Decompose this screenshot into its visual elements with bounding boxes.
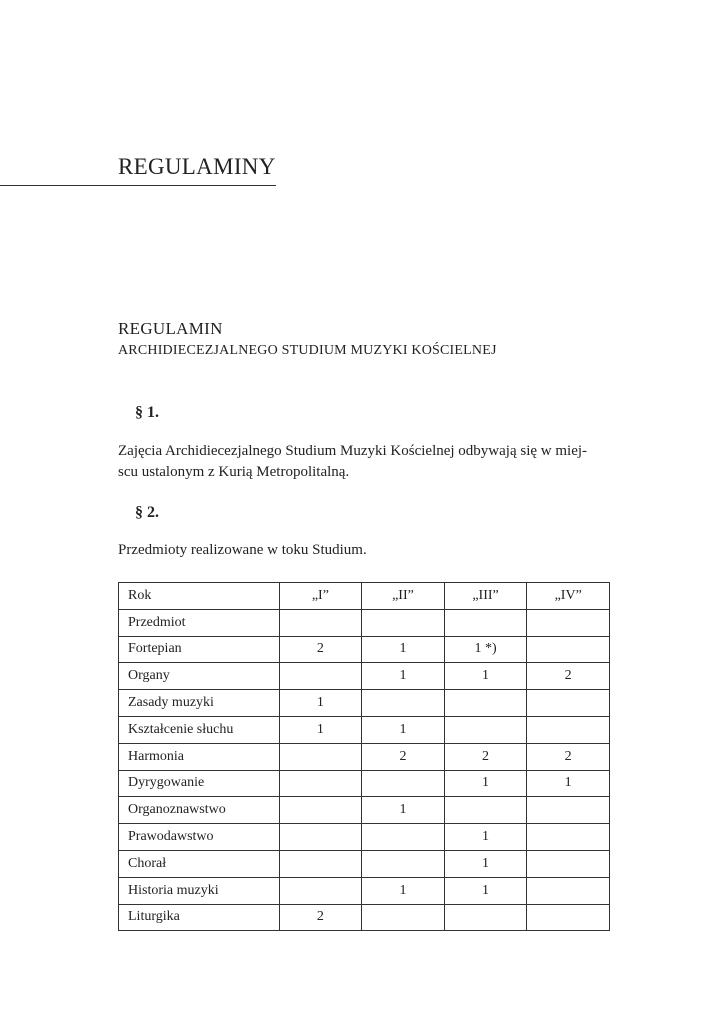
table-cell <box>527 824 610 851</box>
table-header-cell: „III” <box>444 583 527 610</box>
table-cell <box>527 636 610 663</box>
table-cell: 1 <box>444 877 527 904</box>
paragraph-1-number: § 1. <box>135 404 159 421</box>
table-cell <box>279 877 362 904</box>
table-cell <box>362 904 445 931</box>
table-cell <box>279 743 362 770</box>
document-title: REGULAMIN <box>118 319 223 338</box>
table-cell: Przedmiot <box>119 609 280 636</box>
table-cell: 1 <box>362 663 445 690</box>
section-rule <box>0 185 276 186</box>
table-cell: Organy <box>119 663 280 690</box>
table-cell: 2 <box>279 636 362 663</box>
paragraph-1-line-1: Zajęcia Archidiecezjalnego Studium Muzyki Kościelnej odbywają się w miej- <box>118 443 588 459</box>
table-cell <box>444 716 527 743</box>
table-cell: 1 <box>362 797 445 824</box>
table-cell: 2 <box>444 743 527 770</box>
table-cell <box>444 690 527 717</box>
table-cell <box>362 609 445 636</box>
table-cell: 2 <box>362 743 445 770</box>
table-cell <box>362 824 445 851</box>
table-row <box>119 877 610 904</box>
table-cell <box>362 690 445 717</box>
table-row <box>119 690 610 717</box>
table-cell <box>444 904 527 931</box>
table-header-cell: „I” <box>279 583 362 610</box>
table-cell: 1 <box>444 824 527 851</box>
table-cell <box>527 716 610 743</box>
table-cell <box>279 663 362 690</box>
table-cell: 1 <box>444 770 527 797</box>
paragraph-2-text <box>118 540 628 561</box>
table-header-row <box>119 583 610 610</box>
table-cell <box>527 609 610 636</box>
table-cell: 2 <box>279 904 362 931</box>
table-row <box>119 770 610 797</box>
table-header-cell: Rok <box>119 583 280 610</box>
table-cell <box>527 850 610 877</box>
table-cell <box>527 690 610 717</box>
table-row <box>119 636 610 663</box>
table-cell <box>362 770 445 797</box>
paragraph-2-number: § 2. <box>135 504 159 521</box>
table-cell: Kształcenie słuchu <box>119 716 280 743</box>
table-row <box>119 850 610 877</box>
section-heading: REGULAMINY <box>118 154 276 179</box>
table-cell <box>362 850 445 877</box>
paragraph-2-line-1: Przedmioty realizowane w toku Studium. <box>118 542 367 558</box>
paragraph-1-line-2: scu ustalonym z Kurią Metropolitalną. <box>118 464 350 480</box>
table-cell: 1 <box>362 716 445 743</box>
table-cell: Historia muzyki <box>119 877 280 904</box>
table-cell: 1 <box>444 850 527 877</box>
document-subtitle: ARCHIDIECEZJALNEGO STUDIUM MUZYKI KOŚCIELNEJ <box>118 343 497 358</box>
table-cell <box>527 877 610 904</box>
table-cell: 2 <box>527 663 610 690</box>
table-cell: 1 <box>362 877 445 904</box>
table-cell: Harmonia <box>119 743 280 770</box>
table-cell: Zasady muzyki <box>119 690 280 717</box>
table-cell <box>279 770 362 797</box>
table-row <box>119 797 610 824</box>
table-row <box>119 743 610 770</box>
table-cell: Organoznawstwo <box>119 797 280 824</box>
paragraph-1-text <box>118 441 628 483</box>
table-header-cell: „II” <box>362 583 445 610</box>
table-cell: 1 <box>279 690 362 717</box>
table-cell <box>527 904 610 931</box>
table-cell: 1 <box>444 663 527 690</box>
table-row <box>119 663 610 690</box>
table-cell: 1 <box>279 716 362 743</box>
table-cell <box>279 850 362 877</box>
table-cell <box>279 824 362 851</box>
table-row <box>119 904 610 931</box>
table-cell: 1 *) <box>444 636 527 663</box>
table-cell: 1 <box>527 770 610 797</box>
table-cell <box>444 609 527 636</box>
table-cell: Chorał <box>119 850 280 877</box>
table-header-cell: „IV” <box>527 583 610 610</box>
table-row <box>119 716 610 743</box>
table-row <box>119 609 610 636</box>
table-row <box>119 824 610 851</box>
table-cell <box>279 609 362 636</box>
table-cell: Dyrygowanie <box>119 770 280 797</box>
table-cell: 1 <box>362 636 445 663</box>
table-cell: Prawodawstwo <box>119 824 280 851</box>
table-cell <box>444 797 527 824</box>
subjects-table <box>118 582 610 931</box>
table-cell: Fortepian <box>119 636 280 663</box>
table-cell: 2 <box>527 743 610 770</box>
table-cell <box>279 797 362 824</box>
table-cell <box>527 797 610 824</box>
table-cell: Liturgika <box>119 904 280 931</box>
